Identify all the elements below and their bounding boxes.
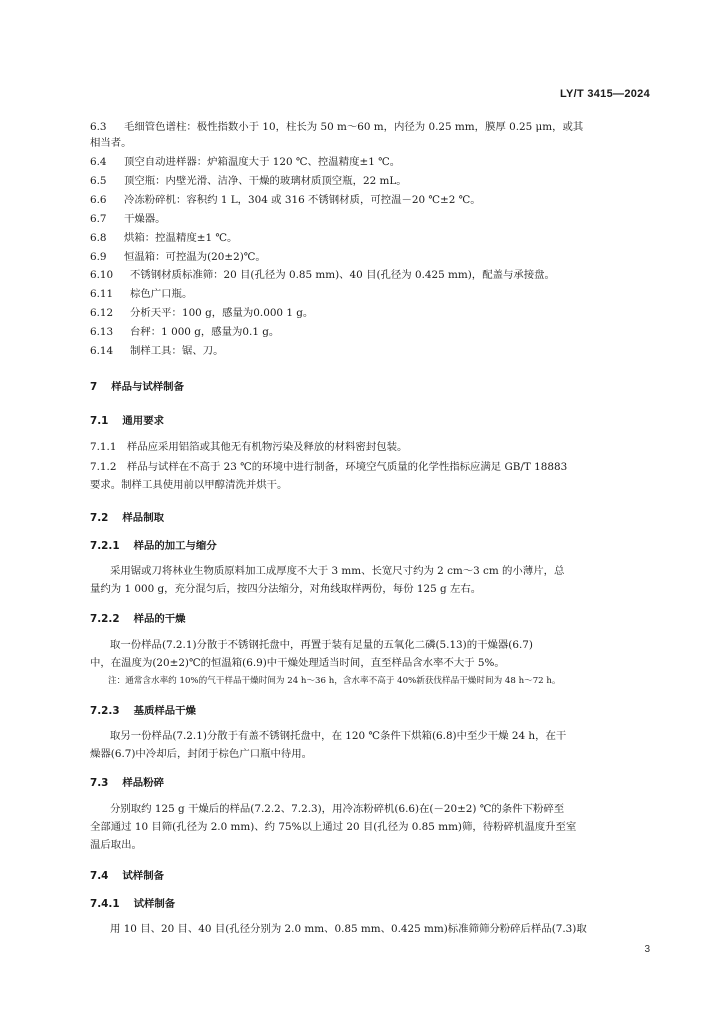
paragraph-line: 量约为 1 000 g，充分混匀后，按四分法缩分，对角线取样两份，每份 125 g 左右。	[90, 583, 482, 595]
subsection-heading: 7.1 通用要求	[90, 415, 164, 427]
standard-code: LY/T 3415—2024	[559, 88, 650, 100]
subsection-heading: 7.2 样品制取	[90, 512, 164, 524]
subsubsection-heading: 7.4.1 试样制备	[90, 898, 176, 910]
paragraph-line: 用 10 目、20 目、40 目(孔径分别为 2.0 mm、0.85 mm、0.425 mm)标准筛筛分粉碎后样品(7.3)取	[110, 923, 587, 935]
subsubsection-heading: 7.2.3 基质样品干燥	[90, 705, 196, 717]
paragraph-line: 温后取出。	[90, 839, 142, 851]
list-item: 6.6 冷冻粉碎机：容积约 1 L，304 或 316 不锈钢材质，可控温－20 ℃±2 ℃。	[90, 194, 481, 206]
list-item: 6.8 烘箱：控温精度±1 ℃。	[90, 232, 238, 244]
list-item: 6.10 不锈钢材质标准筛：20 目(孔径为 0.85 mm)、40 目(孔径为 0.425 mm)，配盖与承接盘。	[90, 269, 555, 281]
subsubsection-heading: 7.2.2 样品的干燥	[90, 613, 186, 625]
page-number: 3	[644, 944, 650, 955]
paragraph-line: 全部通过 10 目筛(孔径为 2.0 mm)、约 75%以上通过 20 目(孔径为 0.85 mm)筛，待粉碎机温度升至室	[90, 821, 577, 833]
paragraph-line: 分别取约 125 g 干燥后的样品(7.2.2、7.2.3)，用冷冻粉碎机(6.6)在(－20±2) ℃的条件下粉碎至	[110, 803, 565, 815]
paragraph-line: 燥器(6.7)中冷却后，封闭于棕色广口瓶中待用。	[90, 748, 313, 760]
list-item: 6.4 顶空自动进样器：炉箱温度大于 120 ℃、控温精度±1 ℃。	[90, 156, 401, 168]
paragraph-line: 取一份样品(7.2.1)分散于不锈钢托盘中，再置于装有足量的五氧化二磷(5.13)的干燥器(6.7)	[110, 639, 533, 651]
subsubsection-heading: 7.2.1 样品的加工与缩分	[90, 540, 217, 552]
clause-7-1-2-cont: 要求。制样工具使用前以甲醇清洗并烘干。	[90, 479, 288, 491]
list-item: 6.12 分析天平：100 g，感量为0.000 1 g。	[90, 307, 314, 319]
paragraph-line: 中，在温度为(20±2)℃的恒温箱(6.9)中干燥处理适当时间，直至样品含水率不大于 5%。	[90, 657, 505, 669]
list-item: 6.9 恒温箱：可控温为(20±2)℃。	[90, 251, 266, 263]
paragraph-line: 采用锯或刀将林业生物质原料加工成厚度不大于 3 mm、长宽尺寸约为 2 cm～3 cm 的小薄片，总	[110, 565, 565, 577]
list-item: 6.7 干燥器。	[90, 213, 166, 225]
clause-7-1-2: 7.1.2 样品与试样在不高于 23 ℃的环境中进行制备，环境空气质量的化学性指标应满足 GB/T 18883	[90, 461, 568, 473]
list-item: 6.5 顶空瓶：内壁光滑、洁净、干燥的玻璃材质顶空瓶，22 mL。	[90, 175, 407, 187]
note: 注：通常含水率约 10%的气干样品干燥时间为 24 h～36 h，含水率不高于 40%新获伐样品干燥时间为 48 h～72 h。	[108, 676, 561, 686]
section-heading: 7 样品与试样制备	[90, 381, 184, 393]
paragraph-line: 取另一份样品(7.2.1)分散于有盖不锈钢托盘中，在 120 ℃条件下烘箱(6.8)中至少干燥 24 h，在干	[110, 730, 567, 742]
list-item: 6.11 棕色广口瓶。	[90, 288, 193, 300]
list-item: 6.14 制样工具：锯、刀。	[90, 345, 224, 357]
list-item: 6.3 毛细管色谱柱：极性指数小于 10，柱长为 50 m～60 m，内径为 0.25 mm，膜厚 0.25 μm，或其	[90, 121, 584, 133]
list-item: 6.13 台秤：1 000 g，感量为0.1 g。	[90, 326, 280, 338]
subsection-heading: 7.4 试样制备	[90, 870, 164, 882]
clause-7-1-1: 7.1.1 样品应采用铝箔或其他无有机物污染及释放的材料密封包装。	[90, 441, 408, 453]
list-item-continuation: 相当者。	[90, 137, 132, 149]
subsection-heading: 7.3 样品粉碎	[90, 777, 164, 789]
